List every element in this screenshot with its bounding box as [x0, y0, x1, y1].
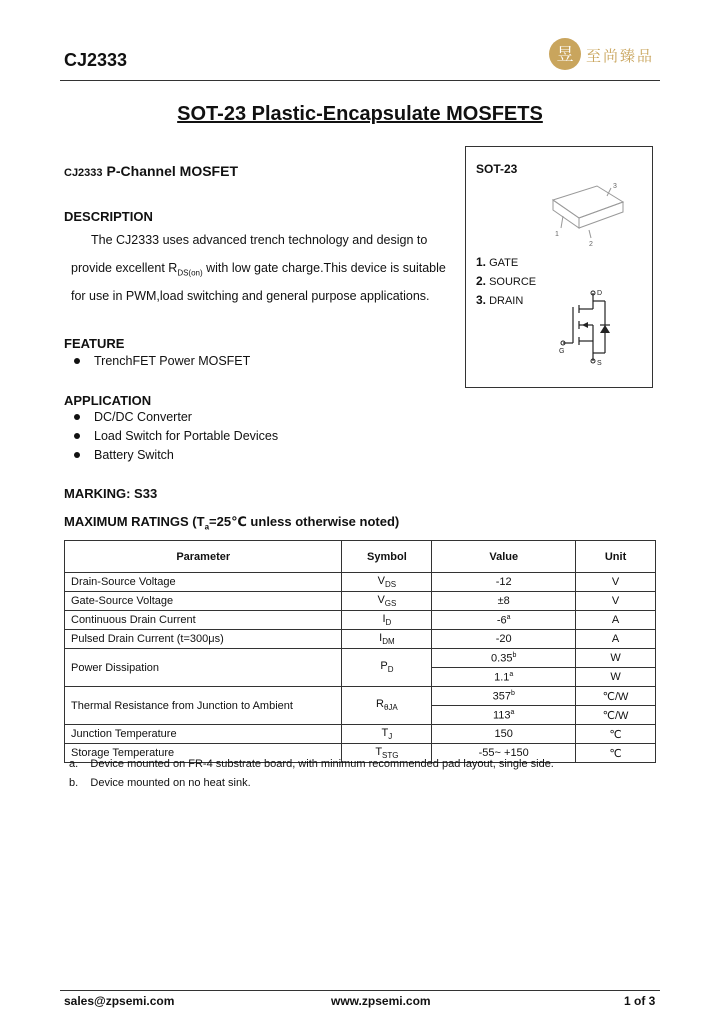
column-header: Symbol — [342, 541, 432, 573]
table-row: Gate-Source Voltage $V_{GS}$ ±8 V — [65, 592, 656, 611]
footer-divider — [60, 990, 660, 991]
table-header-row — [65, 541, 656, 573]
ratings-table — [64, 540, 656, 763]
footnote-a: a. Device mounted on FR-4 substrate board, with minimum recommended pad layout, single side. — [69, 758, 554, 770]
pin-list — [476, 253, 536, 310]
description-line-2-post: with low gate charge.This device is suitable — [202, 261, 446, 275]
table-row: Continuous Drain Current $I_D$ -6$^a$ A — [65, 611, 656, 630]
list-item: DC/DC Converter — [74, 408, 278, 427]
subheading-type: P-Channel MOSFET — [106, 163, 238, 179]
package-title: SOT-23 — [476, 162, 518, 176]
footer-email[interactable]: sales@zpsemi.com — [64, 994, 175, 1008]
pin-label: 1. GATE — [476, 255, 519, 269]
sot23-package-icon — [545, 178, 635, 250]
description-line-3: for use in PWM,load switching and general purpose applications. — [71, 289, 430, 303]
page-title: SOT-23 Plastic-Encapsulate MOSFETS — [177, 103, 543, 125]
bullet-icon — [74, 414, 80, 420]
footer-website[interactable]: www.zpsemi.com — [331, 994, 431, 1008]
table-row: Power Dissipation $P_D$ 0.35$^b$ W — [65, 649, 656, 668]
logo-icon — [548, 37, 584, 71]
table-row: Drain-Source Voltage $V_{DS}$ -12 V — [65, 573, 656, 592]
mosfet-schematic-icon — [555, 287, 625, 367]
pin-1-number: 1 — [555, 231, 559, 238]
application-heading: APPLICATION — [64, 393, 152, 408]
column-header: Unit — [576, 541, 656, 573]
table-row: 1.1$^a$ W — [65, 668, 656, 687]
table-row: Pulsed Drain Current (t=300μs) $I_{DM}$ -20 A — [65, 630, 656, 649]
bullet-icon — [74, 433, 80, 439]
pin-3-number: 3 — [613, 183, 617, 190]
description-heading: DESCRIPTION — [64, 209, 153, 224]
feature-list — [74, 352, 250, 371]
schematic-drain-label: D — [597, 290, 603, 297]
description-line-2-pre: provide excellent R — [71, 261, 178, 275]
column-header: Value — [432, 541, 576, 573]
schematic-source-label: S — [597, 360, 602, 367]
ratings-heading: MAXIMUM RATINGS ($T_a=25℃$ unless otherwise noted) — [64, 514, 400, 532]
logo-mark: 昱 — [556, 45, 574, 65]
column-header: Parameter — [65, 541, 342, 573]
rdson-subscript: DS(on) — [177, 268, 203, 278]
table-row: Thermal Resistance from Junction to Ambient $R_{\theta JA}$ 357$^b$ ℃/W — [65, 687, 656, 706]
footnote-b: b. Device mounted on no heat sink. — [69, 777, 251, 789]
table-row: 113$^a$ ℃/W — [65, 706, 656, 725]
subheading-part: CJ2333 — [64, 167, 103, 179]
feature-heading: FEATURE — [64, 336, 125, 351]
bullet-icon — [74, 452, 80, 458]
table-row: Storage Temperature $T_{STG}$ -55~ +150 ℃ — [65, 744, 656, 763]
pin-label: 2. SOURCE — [476, 274, 537, 288]
application-list — [74, 408, 278, 465]
page-number: 1 of 3 — [624, 994, 656, 1008]
list-item: TrenchFET Power MOSFET — [74, 352, 250, 371]
logo-text: 至尚臻品 — [586, 48, 655, 65]
list-item: Load Switch for Portable Devices — [74, 427, 278, 446]
pin-2-number: 2 — [589, 241, 593, 248]
part-number: CJ2333 — [64, 50, 128, 70]
device-subheading — [64, 163, 238, 179]
header-divider — [60, 80, 660, 81]
marking-label: MARKING: S33 — [64, 486, 158, 501]
bullet-icon — [74, 358, 80, 364]
description-line-1: The CJ2333 uses advanced trench technology and design to — [91, 233, 428, 247]
pin-label: 3. DRAIN — [476, 293, 524, 307]
list-item: Battery Switch — [74, 446, 278, 465]
table-row: Junction Temperature $T_J$ 150 ℃ — [65, 725, 656, 744]
schematic-gate-label: G — [559, 348, 565, 355]
